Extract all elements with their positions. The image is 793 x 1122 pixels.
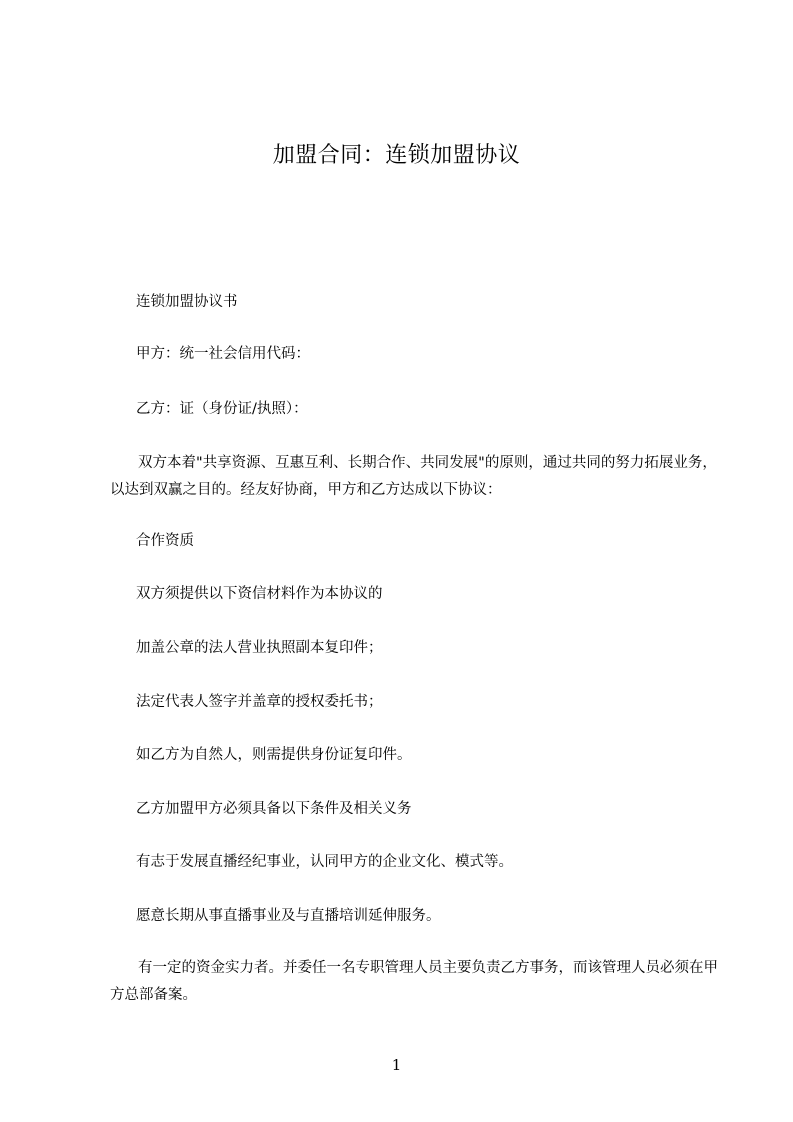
paragraph-party-a: 甲方：统一社会信用代码： — [136, 346, 310, 362]
document-title: 加盟合同：连锁加盟协议 — [272, 143, 521, 168]
paragraph-party-b: 乙方：证（身份证/执照）： — [136, 401, 308, 417]
page-number: 1 — [391, 1056, 402, 1074]
paragraph-condition-long-term: 愿意长期从事直播事业及与直播培训延伸服务。 — [136, 908, 441, 924]
paragraph-conditions-heading: 乙方加盟甲方必须具备以下条件及相关义务 — [136, 801, 412, 817]
paragraph-id-copy: 如乙方为自然人，则需提供身份证复印件。 — [136, 747, 412, 763]
paragraph-agreement-name: 连锁加盟协议书 — [136, 294, 238, 310]
paragraph-preamble: 双方本着"共享资源、互惠互利、长期合作、共同发展"的原则，通过共同的努力拓展业务，以达到双赢之目的。经友好协商，甲方和乙方达成以下协议： — [110, 455, 717, 498]
paragraph-materials-intro: 双方须提供以下资信材料作为本协议的 — [136, 586, 383, 602]
paragraph-condition-culture: 有志于发展直播经纪事业，认同甲方的企业文化、模式等。 — [136, 854, 513, 870]
paragraph-heading-qualification: 合作资质 — [136, 533, 194, 549]
paragraph-business-license: 加盖公章的法人营业执照副本复印件； — [136, 640, 383, 656]
paragraph-power-of-attorney: 法定代表人签字并盖章的授权委托书； — [136, 694, 383, 710]
paragraph-condition-capital: 有一定的资金实力者。并委任一名专职管理人员主要负责乙方事务，而该管理人员必须在甲方总部备案。 — [110, 960, 718, 1003]
